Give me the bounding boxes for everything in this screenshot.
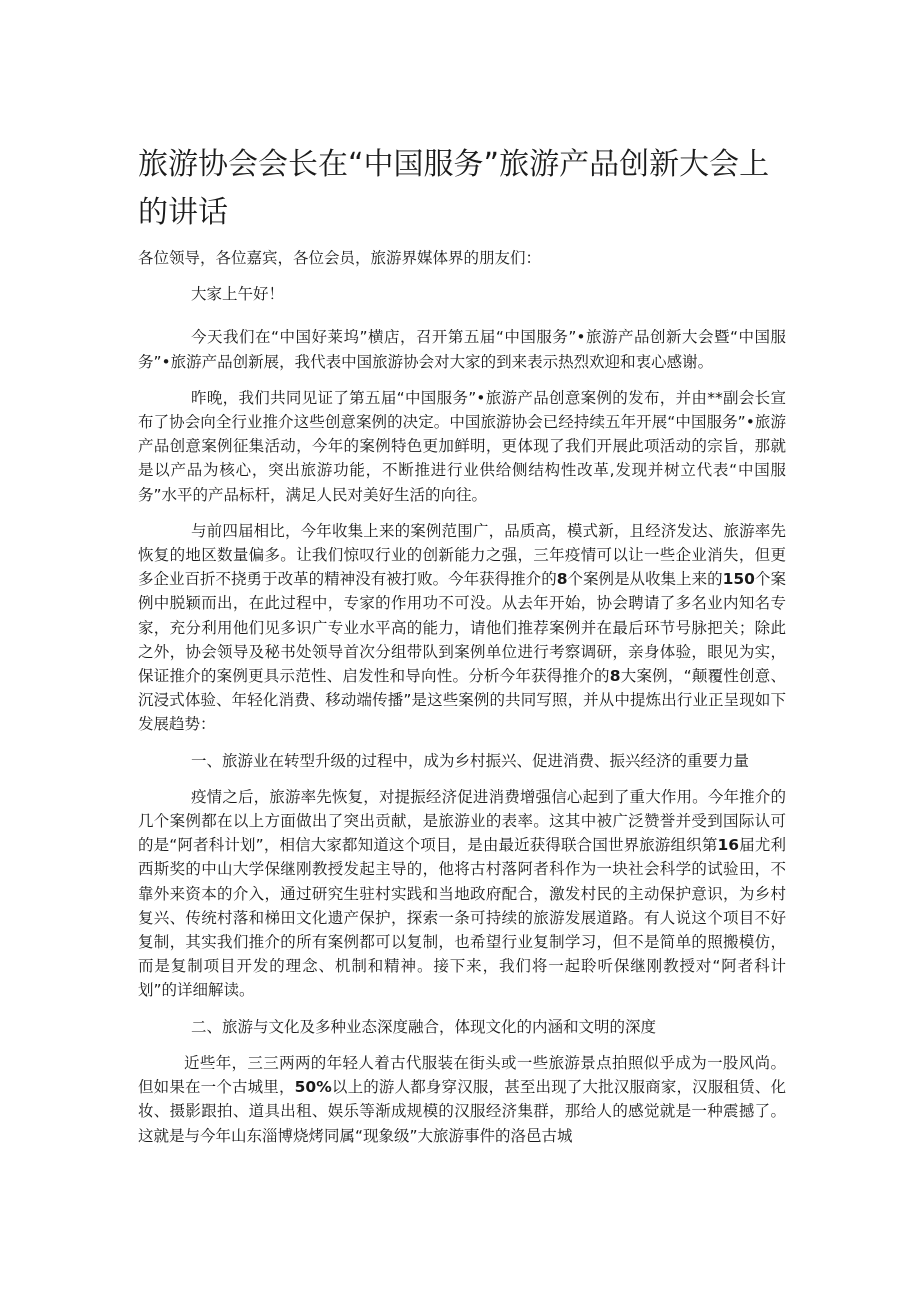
salutation: 各位领导，各位嘉宾，各位会员，旅游界媒体界的朋友们： — [138, 249, 542, 267]
section-heading-2: 二、旅游与文化及多种业态深度融合，体现文化的内涵和文明的深度 — [191, 1017, 657, 1036]
paragraph-case-release: 昨晚，我们共同见证了第五届“中国服务”•旅游产品创意案例的发布，并由**副会长宣布了协会向全行业推介这些创意案例的决定。中国旅游协会已经持续五年开展“中国服务”•旅游产品创意案例征集活动，今年的案例特色更加鲜明，更体现了我们开展此项活动的宗旨，那就是以产品为核心，突出旅游功能，不断推进行业供给侧结构性改革,发现并树立代表“中国服务”水平的产品标杆，满足人民对美好生活的向往。 — [138, 388, 786, 504]
text-segment: 个案例是从收集上来的 — [567, 570, 723, 589]
text-segment: 个案例中脱颖而出，在此过程中，专家的作用功不可没。从去年开始，协会聘请了多名业内知名专家，充分利用他们见多识广专业水平高的能力，请他们推荐案例并在最后环节号脉把关；除此之外，协会领导及秘书处领导首次分组带队到案例单位进行考察调研，亲身体验，眼见为实，保证推介的案例更具示范性、启发性和导向性。分析今年获得推介的 — [138, 570, 786, 686]
number-highlight: 8 — [556, 570, 568, 589]
paragraph-section-1 — [138, 785, 786, 1003]
document-body — [138, 246, 786, 1160]
number-highlight: 8 — [609, 667, 621, 686]
text-segment: 以上的游人都身穿汉服，甚至出现了大批汉服商家，汉服租赁、化妆、摄影跟拍、道具出租、娱乐等渐成规模的汉服经济集群，那给人的感觉就是一种震撼了。这就是与今年山东淄博烧烤同属“现象级”大旅游事件的洛邑古城 — [138, 1078, 786, 1145]
text-segment: 与前四届相比，今年收集上来的案例范围广，品质高，模式新，且经济发达、旅游率先恢复的地区数量偏多。让我们惊叹行业的创新能力之强，三年疫情可以让一些企业消失，但更多企业百折不挠勇于改革的精神没有被打败。今年获得推介的 — [138, 521, 786, 589]
section-heading-1: 一、旅游业在转型升级的过程中，成为乡村振兴、促进消费、振兴经济的重要力量 — [191, 751, 750, 770]
number-highlight: 16 — [717, 836, 740, 855]
text-segment: 届尤利西斯奖的中山大学保继刚教授发起主导的，他将古村落阿者科作为一块社会科学的试验田，不靠外来资本的介入，通过研究生驻村实践和当地政府配合，激发村民的主动保护意识，为乡村复兴、传统村落和梯田文化遗产保护，探索一条可持续的旅游发展道路。有人说这个项目不好复制，其实我们推介的所有案例都可以复制，也希望行业复制学习，但不是简单的照搬模仿，而是复制项目开发的理念、机制和精神。接下来，我们将一起聆听保继刚教授对“阿者科计划”的详细解读。 — [138, 836, 786, 1000]
number-highlight: 150 — [722, 570, 755, 589]
text-segment: 近些年，三三两两的年轻人着古代服装在街头或一些旅游景点拍照似乎成为一股风尚。但如果在一个古城里， — [138, 1053, 786, 1097]
number-highlight: 50% — [294, 1078, 332, 1097]
text-segment: 大案例，“颠覆性创意、沉浸式体验、年轻化消费、移动端传播”是这些案例的共同写照，并从中提炼出行业正呈现如下发展趋势： — [138, 667, 786, 734]
paragraph-section-2 — [138, 1051, 786, 1148]
text-segment: 疫情之后，旅游率先恢复，对提振经济促进消费增强信心起到了重大作用。今年推介的几个案例都在以上方面做出了突出贡献，是旅游业的表率。这其中被广泛赞誉并受到国际认可的是“阿者科计划”，相信大家都知道这个项目，是由最近获得联合国世界旅游组织第 — [138, 787, 786, 855]
greeting: 大家上午好！ — [191, 285, 285, 304]
paragraph-comparison — [138, 519, 786, 737]
paragraph-opening: 今天我们在“中国好莱坞”横店，召开第五届“中国服务”•旅游产品创新大会暨“中国服务”•旅游产品创新展，我代表中国旅游协会对大家的到来表示热烈欢迎和衷心感谢。 — [138, 328, 786, 371]
document-title: 旅游协会会长在“中国服务”旅游产品创新大会上的讲话 — [138, 147, 770, 230]
